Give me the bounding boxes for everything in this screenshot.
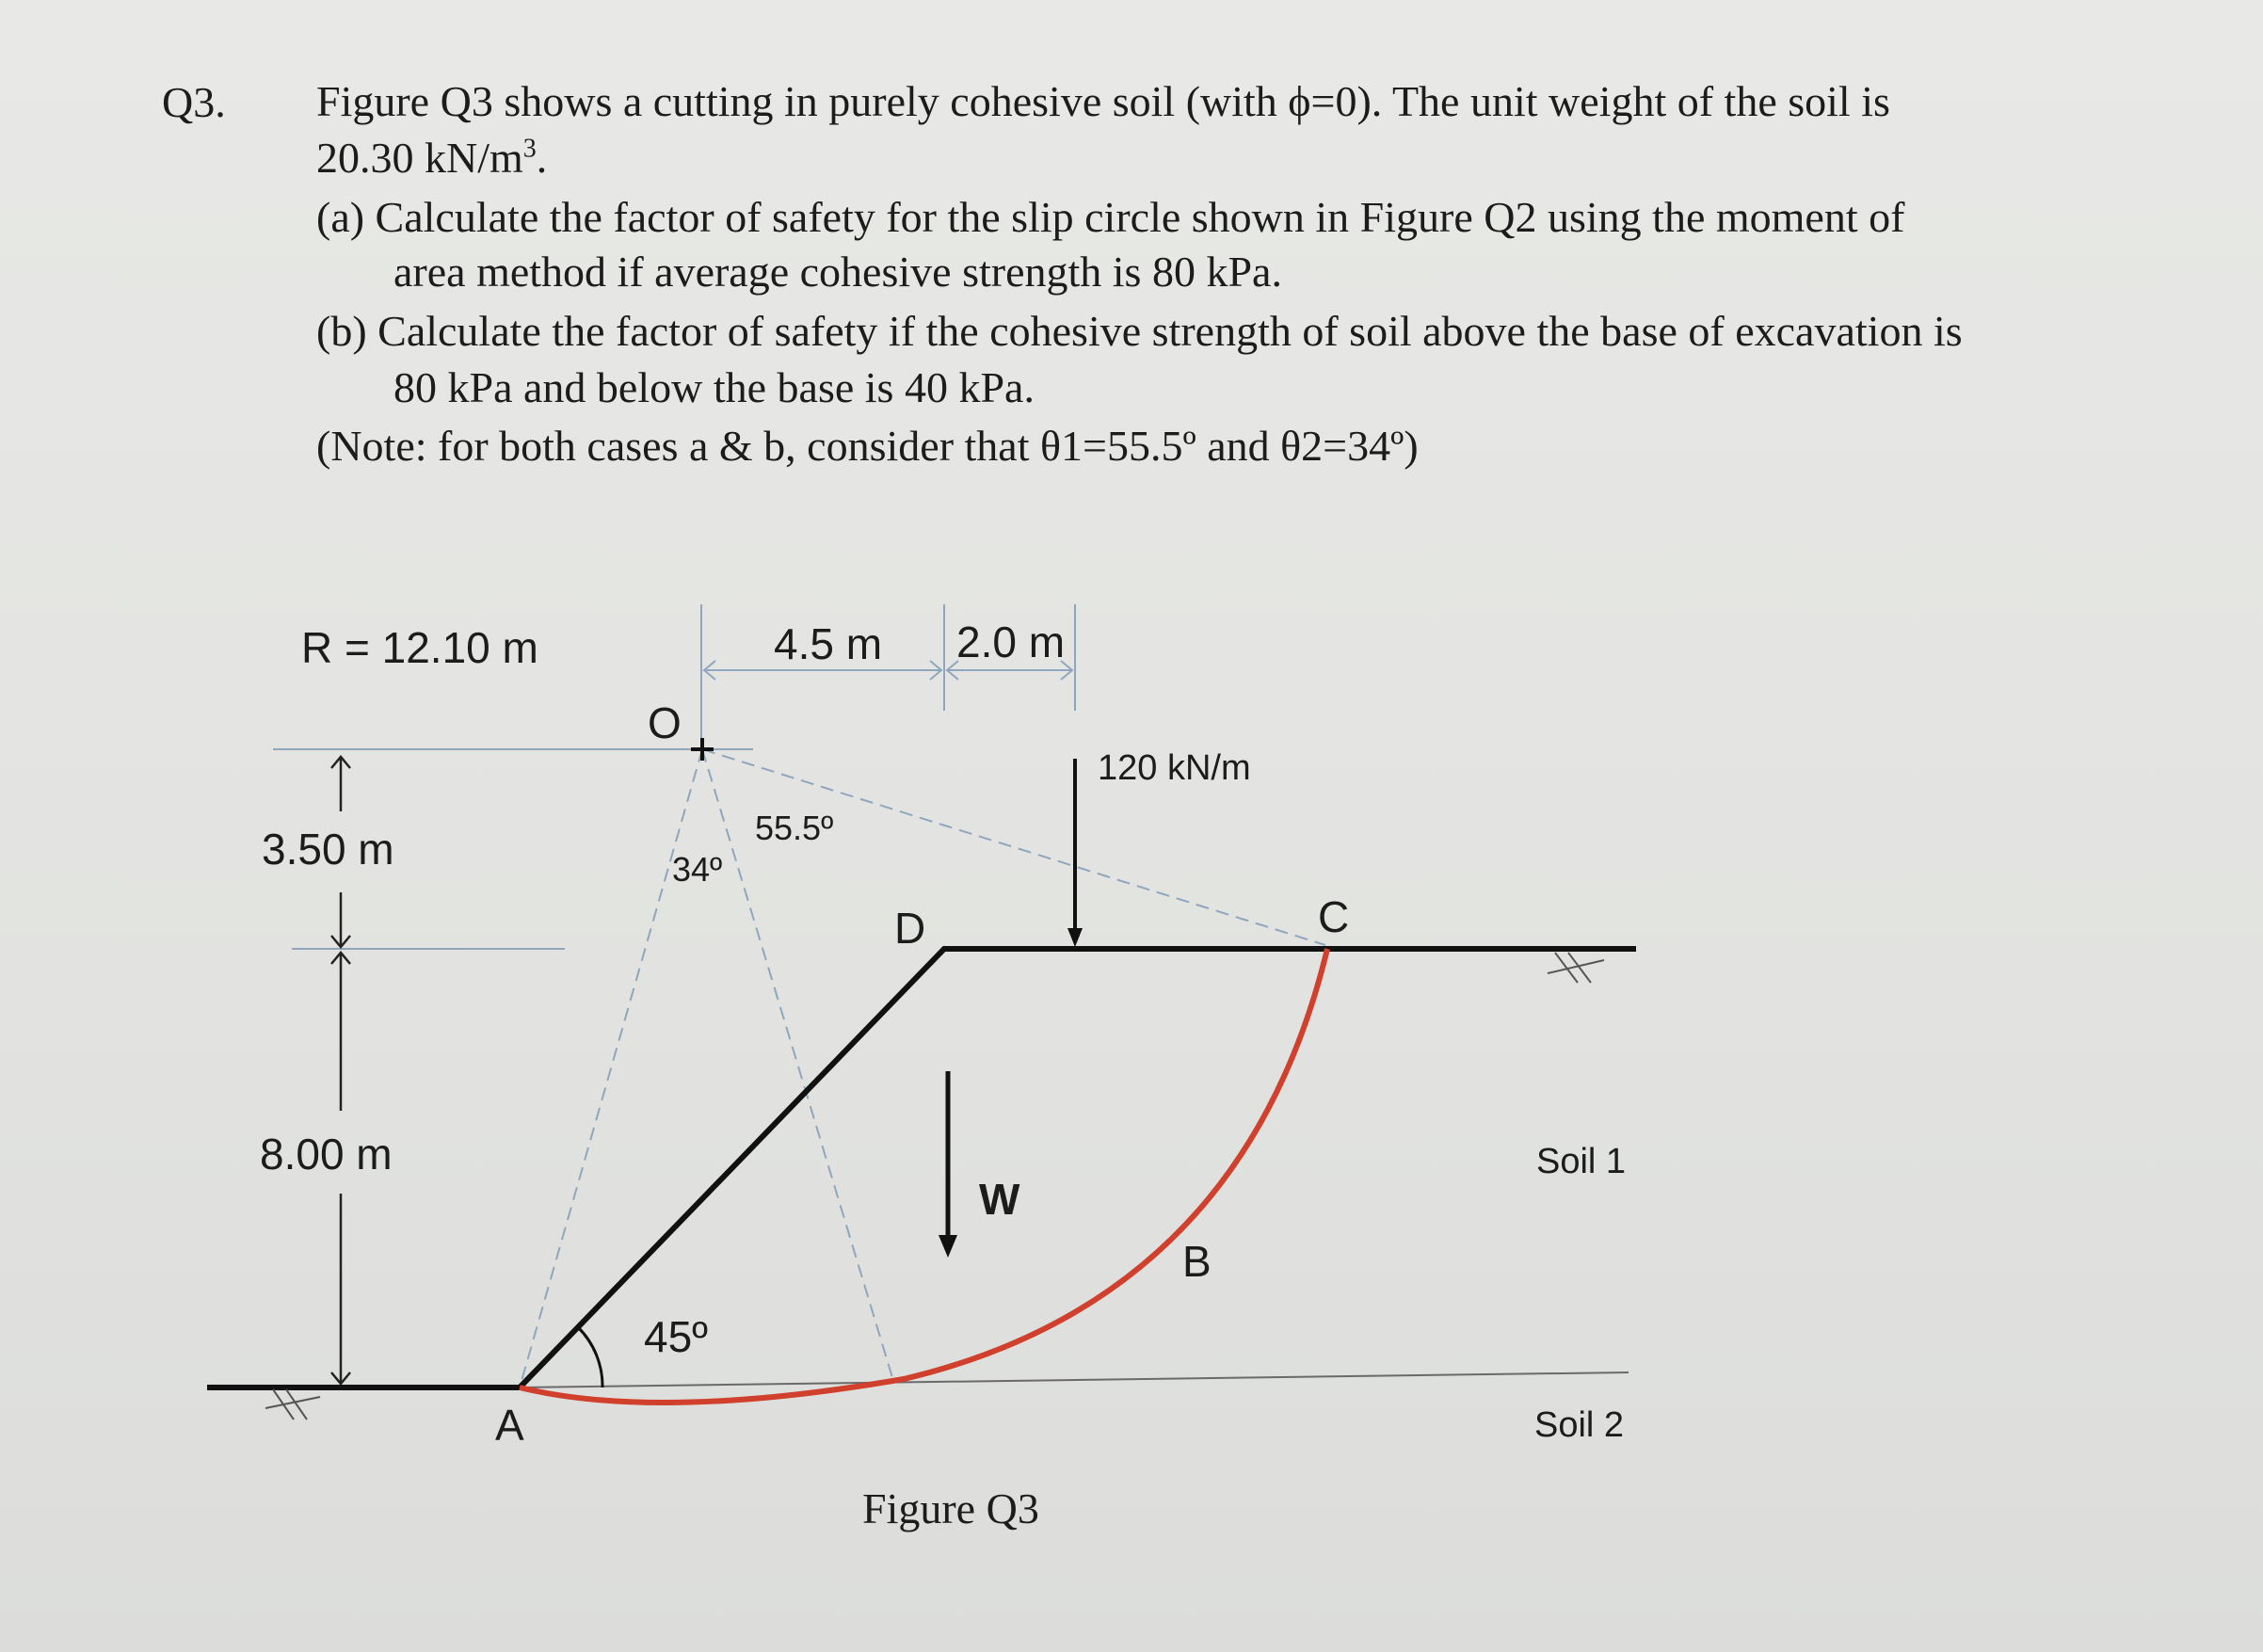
angle-label-55: 55.5º	[755, 809, 834, 847]
question-number: Q3.	[162, 78, 226, 126]
note-line: (Note: for both cases a & b, consider that θ1=55.5º and θ2=34º)	[316, 422, 1419, 470]
slope-angle-arc	[578, 1327, 602, 1387]
load-label: 120 kN/m	[1098, 748, 1251, 788]
unit-exponent: 3	[522, 134, 537, 164]
hatch-left-2	[286, 1389, 307, 1419]
angle-label-34: 34º	[672, 850, 723, 889]
dim-label-8-00: 8.00 m	[260, 1130, 393, 1179]
soil-boundary-line	[520, 1372, 1629, 1387]
weight-label: W	[979, 1175, 1020, 1224]
dim-label-3-50: 3.50 m	[262, 825, 394, 874]
radius-label: R = 12.10 m	[301, 623, 538, 672]
dim-label-4-5: 4.5 m	[774, 619, 883, 668]
soil-1-label: Soil 1	[1536, 1142, 1627, 1181]
part-a-line-1: (a) Calculate the factor of safety for the slip circle shown in Figure Q2 using the moment of	[316, 193, 1905, 241]
slope-angle-label: 45º	[644, 1312, 708, 1361]
center-label-o: O	[648, 698, 682, 747]
part-b-line-1: (b) Calculate the factor of safety if the cohesive strength of soil above the base of excavation is	[316, 307, 1963, 355]
soil-2-label: Soil 2	[1534, 1405, 1625, 1445]
figure-caption: Figure Q3	[862, 1484, 1039, 1532]
dim-label-2-0: 2.0 m	[956, 617, 1066, 666]
ground-profile	[207, 949, 1636, 1387]
intro-line-1: Figure Q3 shows a cutting in purely cohesive soil (with ϕ=0). The unit weight of the soil is	[316, 77, 1890, 125]
point-label-d: D	[894, 904, 926, 953]
point-label-c: C	[1318, 892, 1350, 941]
construction-lines	[273, 604, 1325, 1387]
weight-arrow	[939, 1071, 957, 1258]
slip-circle-arc	[520, 949, 1327, 1403]
unit-weight-text: 20.30 kN/m	[316, 134, 523, 182]
point-label-b: B	[1182, 1237, 1212, 1286]
part-a-line-2: area method if average cohesive strength is 80 kPa.	[393, 248, 1282, 296]
part-b-line-2: 80 kPa and below the base is 40 kPa.	[393, 363, 1035, 411]
intro-period: .	[536, 134, 548, 182]
center-cross-icon	[691, 738, 714, 761]
ground-hatch-marks	[265, 953, 1604, 1419]
point-label-a: A	[495, 1401, 524, 1450]
line-load-arrow	[1067, 759, 1083, 947]
